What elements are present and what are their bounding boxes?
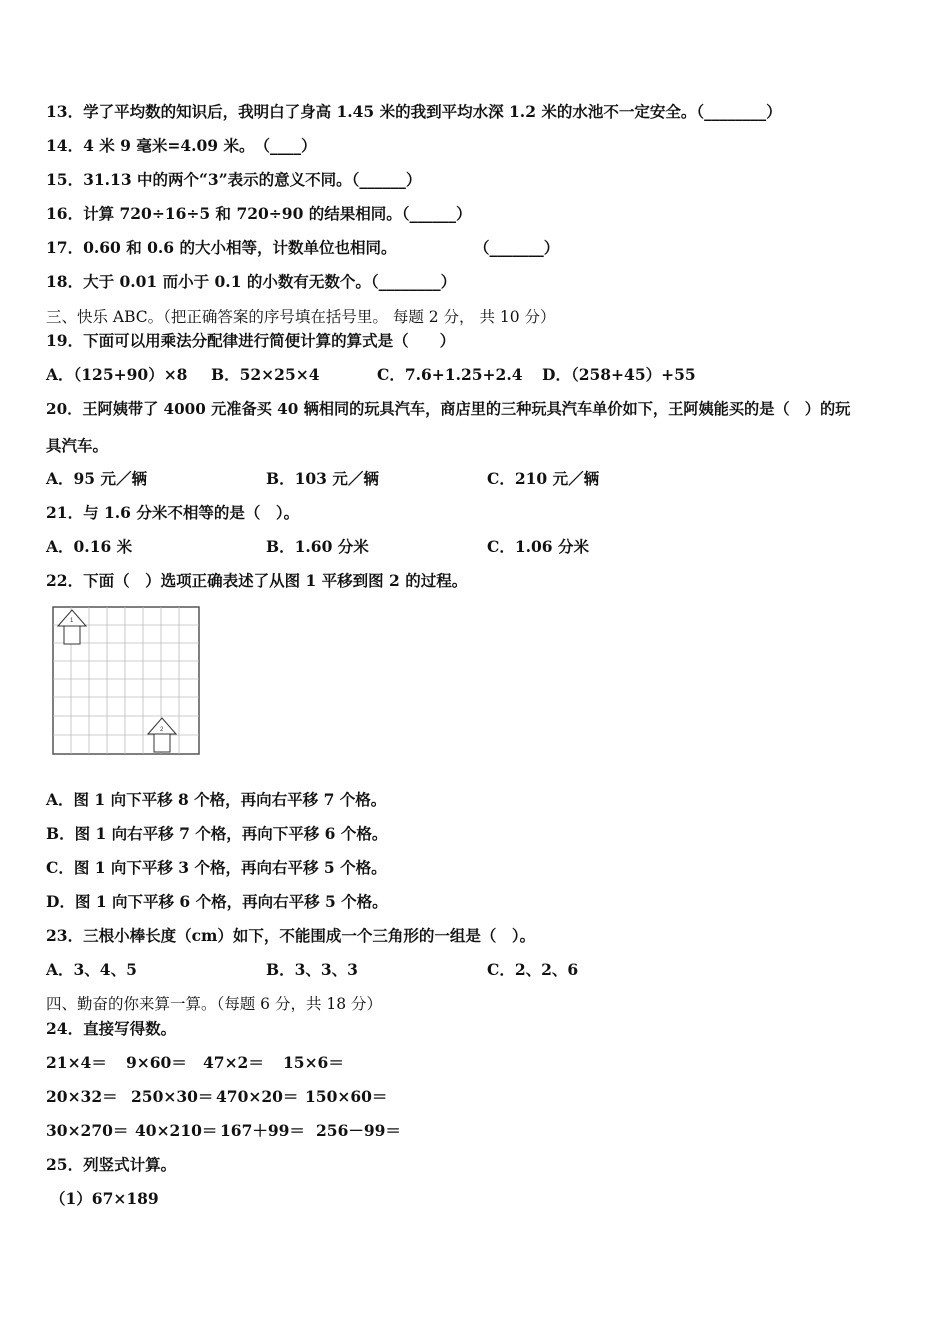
q21-stem: 21．与 1.6 分米不相等的是（ ）。 <box>46 503 300 522</box>
q22-option-c: C．图 1 向下平移 3 个格，再向右平移 5 个格。 <box>46 858 387 877</box>
q19-option-a: A．（125+90）×8 <box>46 365 188 384</box>
q22-option-b: B．图 1 向右平移 7 个格，再向下平移 6 个格。 <box>46 824 388 843</box>
q25-stem: 25．列竖式计算。 <box>46 1155 177 1174</box>
q24-r1-c4: 15×6＝ <box>283 1053 344 1072</box>
q21-option-c: C．1.06 分米 <box>487 537 589 556</box>
q24-r3-c4: 256－99＝ <box>316 1121 401 1140</box>
q24-r1-c3: 47×2＝ <box>203 1053 264 1072</box>
q24-r1-c1: 21×4＝ <box>46 1053 107 1072</box>
q24-r2-c2: 250×30＝ <box>131 1087 214 1106</box>
section3-title: 三、快乐 ABC。（把正确答案的序号填在括号里。 每题 2 分， 共 10 分） <box>46 308 556 326</box>
q22-option-a: A．图 1 向下平移 8 个格，再向右平移 7 个格。 <box>46 790 387 809</box>
q16: 16．计算 720÷16÷5 和 720÷90 的结果相同。（______） <box>46 204 472 223</box>
q21-option-b: B．1.60 分米 <box>266 537 369 556</box>
figure-2-label: 2 <box>160 727 164 733</box>
q20-option-a: A．95 元／辆 <box>46 469 147 488</box>
q13: 13．学了平均数的知识后，我明白了身高 1.45 米的我到平均水深 1.2 米的水池不一定安全。（________） <box>46 102 782 121</box>
q17: 17．0.60 和 0.6 的大小相等，计数单位也相同。 <box>46 238 397 257</box>
q24-r3-c3: 167＋99＝ <box>220 1121 305 1140</box>
q20-option-c: C．210 元／辆 <box>487 469 600 488</box>
q23-option-c: C．2、2、6 <box>487 960 579 979</box>
q19-option-b: B．52×25×4 <box>211 365 320 384</box>
section4-title: 四、勤奋的你来算一算。（每题 6 分，共 18 分） <box>46 995 383 1013</box>
q24-r2-c4: 150×60＝ <box>305 1087 388 1106</box>
q24-r3-c1: 30×270＝ <box>46 1121 129 1140</box>
figure-1-label: 1 <box>70 618 74 624</box>
q18: 18．大于 0.01 而小于 0.1 的小数有无数个。（________） <box>46 272 457 291</box>
q24-r2-c3: 470×20＝ <box>216 1087 299 1106</box>
q21-option-a: A．0.16 米 <box>46 537 133 556</box>
q19-option-d: D．（258+45）+55 <box>542 365 696 384</box>
q14: 14．4 米 9 毫米=4.09 米。 （____） <box>46 136 317 155</box>
q23-option-b: B．3、3、3 <box>266 960 358 979</box>
q25-sub1: （1）67×189 <box>50 1189 159 1208</box>
q22-stem: 22．下面（ ）选项正确表述了从图 1 平移到图 2 的过程。 <box>46 571 468 590</box>
q24-r2-c1: 20×32＝ <box>46 1087 118 1106</box>
q20-stem-line2: 具汽车。 <box>46 436 109 455</box>
q20-stem-line1: 20．王阿姨带了 4000 元准备买 40 辆相同的玩具汽车，商店里的三种玩具汽车单价如下，王阿姨能买的是（ ）的玩 <box>46 400 851 418</box>
q24-r1-c2: 9×60＝ <box>126 1053 187 1072</box>
q15: 15．31.13 中的两个“3”表示的意义不同。（______） <box>46 170 422 189</box>
q22-option-d: D．图 1 向下平移 6 个格，再向右平移 5 个格。 <box>46 892 388 911</box>
q19-option-c: C．7.6+1.25+2.4 <box>377 365 523 384</box>
q23-stem: 23．三根小棒长度（cm）如下，不能围成一个三角形的一组是（ ）。 <box>46 926 536 945</box>
translation-grid-figure <box>52 606 200 756</box>
q20-option-b: B．103 元／辆 <box>266 469 379 488</box>
q17-blank: （_______） <box>474 238 560 257</box>
q24-stem: 24．直接写得数。 <box>46 1019 177 1038</box>
q19-stem: 19．下面可以用乘法分配律进行简便计算的算式是（ ） <box>46 331 456 350</box>
q24-r3-c2: 40×210＝ <box>135 1121 218 1140</box>
q23-option-a: A．3、4、5 <box>46 960 137 979</box>
